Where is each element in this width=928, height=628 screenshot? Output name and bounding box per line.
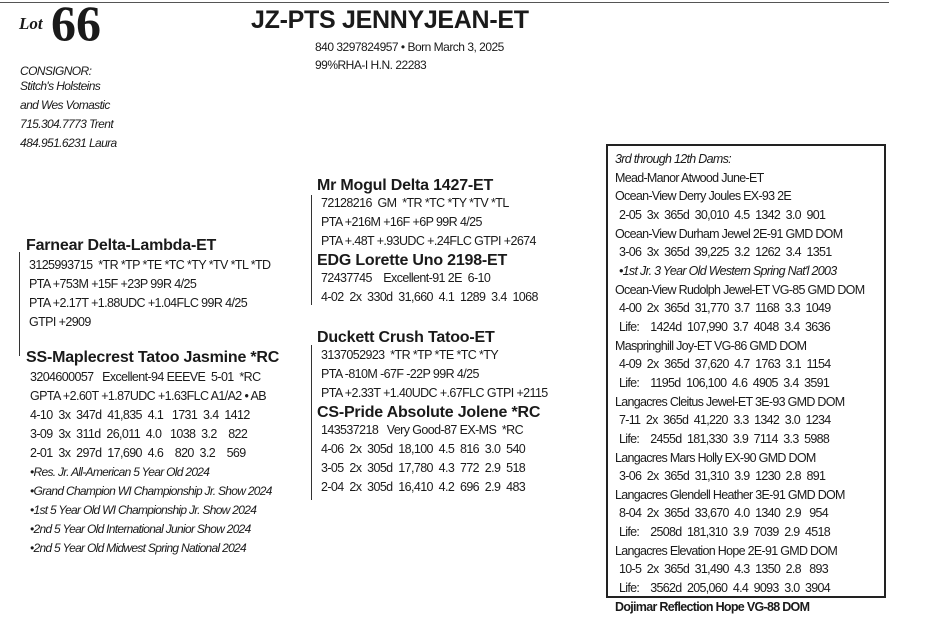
sire-sire-line: PTA +.48T +.93UDC +.24FLC GTPI +2674 xyxy=(321,234,536,248)
dam-record-line: 7-11 2x 365d 41,220 3.3 1342 3.0 1234 xyxy=(619,413,831,428)
consignor-phone-trent: 715.304.7773 Trent xyxy=(20,117,114,131)
dam-name-line: Langacres Elevation Hope 2E-91 GMD DOM xyxy=(615,543,838,558)
dams-heading: 3rd through 12th Dams: xyxy=(615,152,731,166)
dam-name: SS-Maplecrest Tatoo Jasmine *RC xyxy=(26,349,280,366)
sire-line: 3125993715 *TR *TP *TE *TC *TY *TV *TL *TD xyxy=(29,258,271,272)
dam-record: 3-09 3x 311d 26,011 4.0 1038 3.2 822 xyxy=(30,427,248,441)
dam-record-line: Life: 2455d 181,330 3.9 7114 3.3 5988 xyxy=(619,431,830,446)
dam-record-line: Life: 3562d 205,060 4.4 9093 3.0 3904 xyxy=(619,581,831,596)
sire-dam-line: 72437745 Excellent-91 2E 6-10 xyxy=(321,271,491,285)
dam-record: 2-01 3x 297d 17,690 4.6 820 3.2 569 xyxy=(30,446,246,460)
sire-sire-name: Mr Mogul Delta 1427-ET xyxy=(317,177,494,194)
consignor-label: CONSIGNOR: xyxy=(20,64,92,78)
dam-award-line: •1st Jr. 3 Year Old Western Spring Nat'l 2003 xyxy=(619,263,837,278)
dam-record-line: 8-04 2x 365d 33,670 4.0 1340 2.9 954 xyxy=(619,506,828,521)
top-rule xyxy=(0,2,889,3)
sire-name: Farnear Delta-Lambda-ET xyxy=(26,237,217,254)
dam-name-line: Langacres Mars Holly EX-90 GMD DOM xyxy=(615,450,816,465)
dam-dam-record: 2-04 2x 305d 16,410 4.2 696 2.9 483 xyxy=(321,480,526,494)
animal-title: JZ-PTS JENNYJEAN-ET xyxy=(251,6,529,34)
sire-dam-name: EDG Lorette Uno 2198-ET xyxy=(317,252,508,269)
dam-name-line: Mead-Manor Atwood June-ET xyxy=(615,170,764,185)
dam-sire-line: PTA +2.33T +1.40UDC +.67FLC GTPI +2115 xyxy=(321,386,548,400)
dam-record: 4-10 3x 347d 41,835 4.1 1731 3.4 1412 xyxy=(30,408,250,422)
sire-bracket xyxy=(19,252,20,356)
dam-dam-line: 143537218 Very Good-87 EX-MS *RC xyxy=(321,423,524,437)
dam-record-line: 4-09 2x 365d 37,620 4.7 1763 3.1 1154 xyxy=(619,357,831,372)
sire-sire-section xyxy=(317,177,536,251)
breed-line: 99%RHA-I H.N. 22283 xyxy=(315,58,427,72)
dam-award: •Grand Champion WI Championship Jr. Show 2024 xyxy=(30,484,272,498)
sire-sire-line: PTA +216M +16F +6P 99R 4/25 xyxy=(321,215,482,229)
dam-dam-name: CS-Pride Absolute Jolene *RC xyxy=(317,404,541,421)
lot-label: Lot xyxy=(19,14,43,33)
dam-record-line: Life: 1424d 107,990 3.7 4048 3.4 3636 xyxy=(619,319,831,334)
dam-name-line: Ocean-View Rudolph Jewel-ET VG-85 GMD DOM xyxy=(615,282,865,297)
dams-list xyxy=(615,169,884,617)
dam-sire-name: Duckett Crush Tatoo-ET xyxy=(317,329,495,346)
extended-dams-box xyxy=(606,144,886,614)
dam-award: •Res. Jr. All-American 5 Year Old 2024 xyxy=(30,465,210,479)
dam-line: 3204600057 Excellent-94 EEEVE 5-01 *RC xyxy=(30,370,261,384)
dam-dam-record: 4-06 2x 305d 18,100 4.5 816 3.0 540 xyxy=(321,442,526,456)
sire-sire-bracket xyxy=(311,195,312,305)
dam-name-line: Ocean-View Durham Jewel 2E-91 GMD DOM xyxy=(615,226,843,241)
sire-sire-line: 72128216 GM *TR *TC *TY *TV *TL xyxy=(321,196,509,210)
consignor-phone-laura: 484.951.6231 Laura xyxy=(20,136,117,150)
dam-sire-line: 3137052923 *TR *TP *TE *TC *TY xyxy=(321,348,499,362)
dam-dam-section xyxy=(317,404,540,497)
lot-number: 66 xyxy=(51,0,101,51)
consignor-partner: and Wes Vomastic xyxy=(20,98,110,112)
dam-name-line: Dojimar Reflection Hope VG-88 DOM xyxy=(615,599,810,614)
dam-sire-line: PTA -810M -67F -22P 99R 4/25 xyxy=(321,367,479,381)
consignor-farm: Stitch's Holsteins xyxy=(20,79,101,93)
dam-name-line: Ocean-View Derry Joules EX-93 2E xyxy=(615,189,792,204)
dam-record-line: 10-5 2x 365d 31,490 4.3 1350 2.8 893 xyxy=(619,562,828,577)
dam-name-line: Langacres Cleitus Jewel-ET 3E-93 GMD DOM xyxy=(615,394,845,409)
dam-award: •1st 5 Year Old WI Championship Jr. Show 2024 xyxy=(30,503,257,517)
dam-name-line: Maspringhill Joy-ET VG-86 GMD DOM xyxy=(615,338,807,353)
dam-sire-section xyxy=(317,329,548,403)
dam-award: •2nd 5 Year Old International Junior Show 2024 xyxy=(30,522,251,536)
sire-line: PTA +2.17T +1.88UDC +1.04FLC 99R 4/25 xyxy=(29,296,248,310)
sire-line: PTA +753M +15F +23P 99R 4/25 xyxy=(29,277,197,291)
sire-section xyxy=(26,237,270,332)
dam-award: •2nd 5 Year Old Midwest Spring National 2024 xyxy=(30,541,246,555)
dam-record-line: Life: 1195d 106,100 4.6 4905 3.4 3591 xyxy=(619,375,830,390)
dam-record-line: 3-06 2x 365d 31,310 3.9 1230 2.8 891 xyxy=(619,469,826,484)
registration-line: 840 3297824957 • Born March 3, 2025 xyxy=(315,40,504,54)
dam-record-line: 3-06 3x 365d 39,225 3.2 1262 3.4 1351 xyxy=(619,245,832,260)
dam-name-line: Langacres Glendell Heather 3E-91 GMD DOM xyxy=(615,487,845,502)
dam-section xyxy=(26,349,279,558)
sire-dam-record: 4-02 2x 330d 31,660 4.1 1289 3.4 1068 xyxy=(321,290,538,304)
dam-line: GPTA +2.60T +1.87UDC +1.63FLC A1/A2 • AB xyxy=(30,389,266,403)
sire-line: GTPI +2909 xyxy=(29,315,91,329)
dam-record-line: 4-00 2x 365d 31,770 3.7 1168 3.3 1049 xyxy=(619,301,831,316)
sire-dam-section xyxy=(317,252,538,307)
dam-sire-bracket xyxy=(311,345,312,500)
dam-record-line: Life: 2508d 181,310 3.9 7039 2.9 4518 xyxy=(619,525,831,540)
dam-record-line: 2-05 3x 365d 30,010 4.5 1342 3.0 901 xyxy=(619,207,826,222)
dam-dam-record: 3-05 2x 305d 17,780 4.3 772 2.9 518 xyxy=(321,461,526,475)
consignor-block xyxy=(20,62,117,153)
